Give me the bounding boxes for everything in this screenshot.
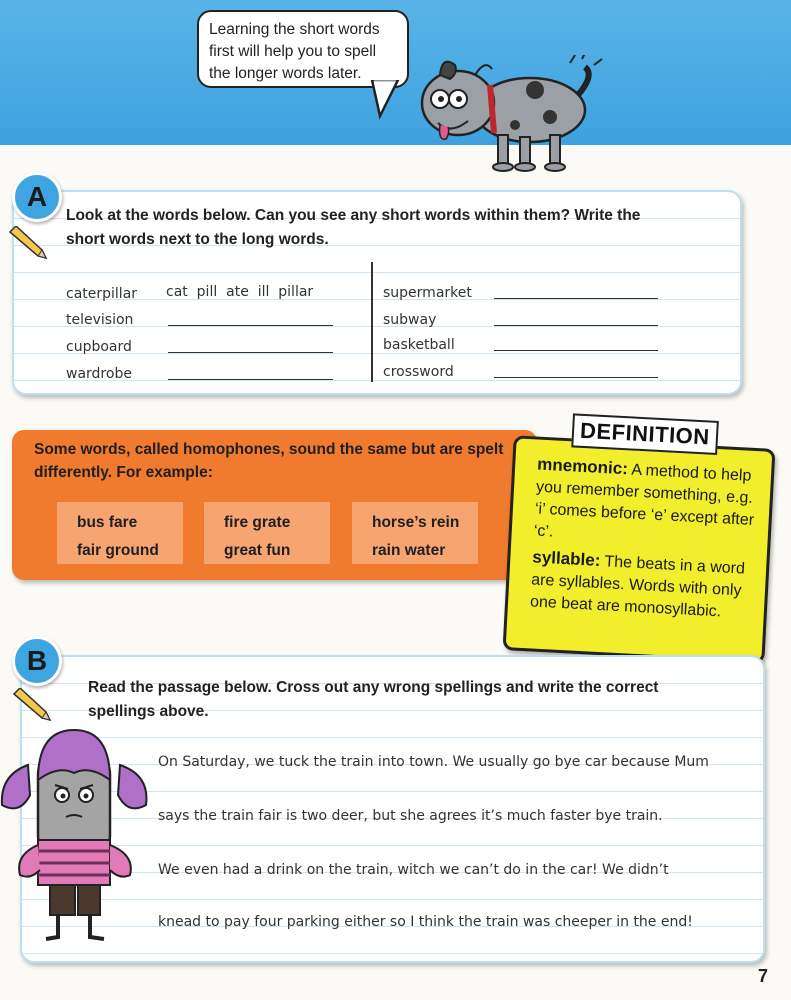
definition-term: syllable: (531, 547, 601, 570)
answer-line[interactable] (168, 352, 333, 353)
definition-entry (533, 454, 767, 555)
long-word: cupboard (66, 339, 132, 355)
long-word: caterpillar (66, 286, 138, 302)
page-number: 7 (758, 966, 769, 986)
column-divider (371, 262, 373, 382)
instruction-line: Look at the words below. Can you see any short words within them? Write the (66, 207, 641, 224)
passage-line: knead to pay four parking either so I think the train was cheeper in the end! (158, 914, 693, 930)
long-word: television (66, 312, 134, 328)
section-b-instructions (88, 676, 658, 724)
homophone-bottom: fair ground (77, 542, 159, 559)
answer-line[interactable] (168, 325, 333, 326)
instruction-line: short words next to the long words. (66, 231, 329, 248)
definition-box (503, 417, 776, 663)
long-word: basketball (383, 337, 455, 353)
definition-title: DEFINITION (571, 413, 718, 455)
answer-line[interactable] (494, 377, 658, 378)
instruction-line: Read the passage below. Cross out any wrong spellings and write the correct (88, 679, 659, 696)
homophone-top: fire grate (224, 514, 291, 531)
homophones-panel (12, 430, 537, 580)
speech-bubble-tail (370, 80, 410, 120)
passage-line: says the train fair is two deer, but she agrees it’s much faster bye train. (158, 808, 663, 824)
long-word: wardrobe (66, 366, 132, 382)
pencil-icon (8, 226, 50, 262)
section-a-instructions (66, 204, 640, 252)
homophones-intro (34, 438, 524, 484)
homophone-top: horse’s rein (372, 514, 460, 531)
homophone-bottom: great fun (224, 542, 291, 559)
homophone-bottom: rain water (372, 542, 446, 559)
long-word: supermarket (383, 285, 472, 301)
homophones-intro-line: Some words, called homophones, sound the same but are spelt (34, 441, 504, 458)
answer-line[interactable] (168, 379, 333, 380)
passage-line: We even had a drink on the train, witch we can’t do in the car! We didn’t (158, 862, 669, 878)
instruction-line: spellings above. (88, 703, 209, 720)
definition-entry (530, 546, 763, 625)
homophone-top: bus fare (77, 514, 138, 531)
long-word: subway (383, 312, 437, 328)
homophone-pair-box (204, 502, 330, 564)
homophone-pair-box (352, 502, 478, 564)
speech-bubble-line: the longer words later. (209, 65, 362, 82)
answer-line[interactable] (494, 298, 658, 299)
answer-line[interactable] (494, 325, 658, 326)
dog-illustration (410, 55, 610, 185)
speech-bubble (197, 10, 409, 88)
answer-line[interactable] (494, 350, 658, 351)
definition-content (530, 454, 768, 626)
short-words-answer: cat pill ate ill pillar (166, 284, 314, 300)
girl-character-illustration (0, 725, 150, 945)
homophones-intro-line: differently. For example: (34, 464, 213, 481)
definition-text: The beats in a word are syllables. Words with only one beat are monosyllabic. (529, 553, 746, 621)
long-word: crossword (383, 364, 454, 380)
definition-text: A method to help you remember something, e.g. ‘i’ comes before ‘e’ except after ‘c’. (533, 461, 755, 541)
section-a-badge: A (12, 172, 62, 222)
speech-bubble-line: first will help you to spell (209, 43, 377, 60)
passage-line: On Saturday, we tuck the train into town. We usually go bye car because Mum (158, 754, 709, 770)
section-b-badge: B (12, 636, 62, 686)
speech-bubble-line: Learning the short words (209, 21, 380, 38)
pencil-icon (12, 688, 54, 724)
homophone-pair-box (57, 502, 183, 564)
definition-term: mnemonic: (536, 454, 629, 479)
